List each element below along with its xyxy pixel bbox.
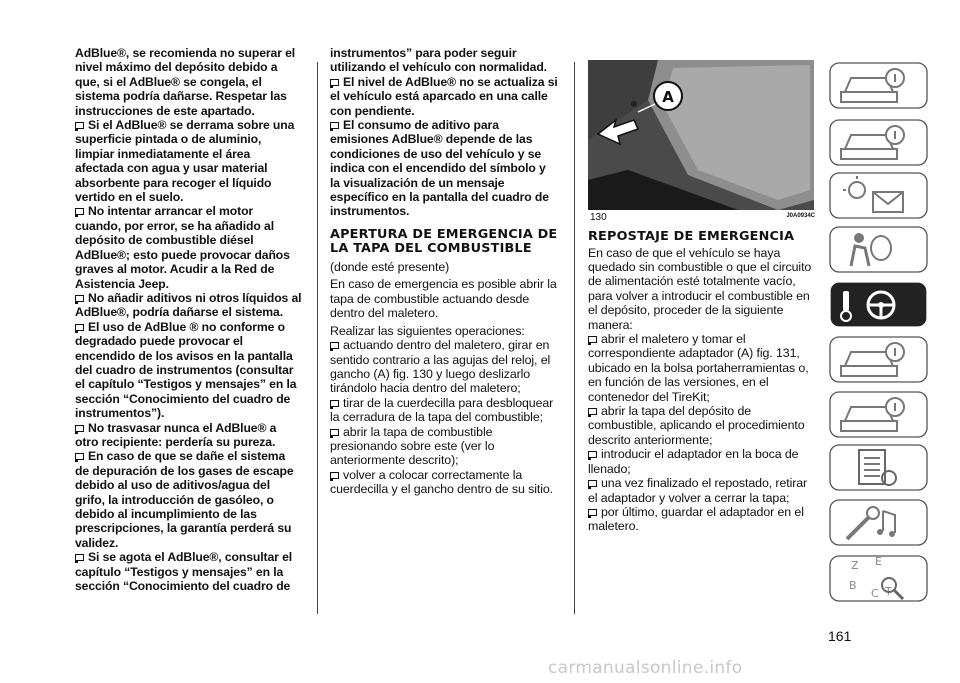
text: En caso de emergencia es posible abrir la tapa de combustible actuando desde dentro del maletero. [330,277,557,321]
bullet-item [330,396,558,425]
bullet-item [588,447,815,476]
watermark: carmanualsonline.info [548,658,743,678]
text: AdBlue®, se recomienda no superar el nivel máximo del depósito debido a que, si el AdBlue® se congela, el sistema podría dañarse. Respetar las instrucciones de este apartado. [75,46,296,118]
bullet-item [75,291,302,320]
bullet-item [330,468,558,497]
text: tirar de la cuerdecilla para desbloquear la cerradura de la tapa del combustible; [330,395,554,425]
text: En caso de que se dañe el sistema de depuración de los gases de escape debido al uso de aditivos/agua del grifo, la introducción de gasóleo, o debido al incumplimiento de las prescripciones, la garantía perderá su validez. [75,449,294,550]
text: Si se agota el AdBlue®, consultar el capítulo “Testigos y mensajes” en la sección “Conocimiento del cuadro de [75,550,293,594]
section-heading-fuel-cap: APERTURA DE EMERGENCIA DE LA TAPA DEL COMBUSTIBLE [330,226,558,257]
text: instrumentos” para poder seguir utilizando el vehículo con normalidad. [330,46,547,75]
text: El consumo de aditivo para emisiones AdBlue® depende de las condiciones de uso del vehículo y se indica con el encendido del símbolo y la visualización de un mensaje específico en la pantalla del cuadro de instrumentos. [330,118,549,219]
paragraph [330,277,558,320]
section-heading-emergency-refuel: REPOSTAJE DE EMERGENCIA [588,229,795,244]
bullet-box-icon [75,554,84,561]
column-divider-2 [574,62,575,614]
bullet-box-icon [588,408,597,415]
column-divider-1 [317,62,318,614]
bullet-item [75,118,302,204]
bullet-box-icon [75,208,84,215]
paragraph [330,260,558,274]
text: abrir la tapa del depósito de combustible, aplicando el procedimiento descrito anteriormente; [588,404,805,447]
index-letter: E [875,555,882,568]
paragraph [588,246,815,332]
bullet-box-icon [75,122,84,129]
text: abrir el maletero y tomar el correspondiente adaptador (A) fig. 131, ubicado en la bolsa portaherramientas o, en función de las versiones, en el contenedor del TireKit; [588,332,809,404]
col3-body [588,246,815,534]
text: (donde esté presente) [330,260,450,275]
text: El nivel de AdBlue® no se actualiza si el vehículo está aparcado en una calle con pendiente. [330,74,558,118]
text: una vez finalizado el repostado, retirar el adaptador y volver a cerrar la tapa; [588,476,808,505]
sidebar-chapter-5[interactable] [829,281,928,328]
bullet-box-icon [75,324,84,331]
bullet-box-icon [588,336,597,343]
bullet-box-icon [330,472,339,479]
bullet-box-icon [75,295,84,302]
index-letter: Z [851,559,859,572]
text: volver a colocar correctamente la cuerdecilla y el gancho dentro de su sitio. [330,467,553,497]
sidebar-chapter-8[interactable] [829,444,928,491]
bullet-box-icon [75,453,84,460]
sidebar-chapter-1[interactable] [829,62,928,109]
paragraph [330,46,558,75]
column-1 [75,46,302,593]
bullet-box-icon [330,400,339,407]
text: En caso de que el vehículo se haya quedado sin combustible o que el circuito de alimentación esté totalmente vacío, para volver a introducir el combustible en el depósito, proceder de la siguiente manera: [588,245,812,332]
bullet-box-icon [330,342,339,349]
col2-notes [330,46,558,219]
bullet-item [330,338,558,396]
bullet-box-icon [330,429,339,436]
bullet-item [330,425,558,468]
bullet-item [75,449,302,550]
text: introducir el adaptador en la boca de llenado; [588,447,799,476]
text: No trasvasar nunca el AdBlue® a otro recipiente: perdería su pureza. [75,420,277,449]
bullet-item [75,421,302,450]
bullet-item [588,332,815,404]
paragraph [330,324,558,338]
bullet-item [75,204,302,290]
index-letter: C [871,587,879,600]
text: por último, guardar el adaptador en el maletero. [588,504,804,534]
paragraph [75,46,302,118]
bullet-item [330,118,558,219]
bullet-item [330,75,558,118]
bullet-box-icon [330,122,339,129]
text: abrir la tapa de combustible presionando sobre este (ver lo anteriormente descrito); [330,424,495,468]
column-2 [330,46,558,497]
bullet-item [588,505,815,534]
bullet-item [75,550,302,593]
sidebar-chapter-2[interactable] [829,119,928,166]
sidebar-chapter-3[interactable] [829,172,928,219]
sidebar-chapter-4[interactable] [829,226,928,273]
bullet-item [588,476,815,505]
sidebar-chapter-9[interactable] [829,499,928,546]
sidebar-chapter-7[interactable] [829,391,928,438]
index-letter: T [885,585,892,598]
page-number: 161 [828,628,852,644]
figure-code: J0A0934C [786,213,815,219]
bullet-box-icon [75,425,84,432]
index-letter: B [849,579,857,592]
bullet-box-icon [588,451,597,458]
column-3 [588,60,815,534]
text: No intentar arrancar el motor cuando, por error, se ha añadido al depósito de combustible diésel AdBlue®; esto puede provocar daños graves al motor. Acudir a la Red de Asistencia Jeep. [75,204,290,291]
text: No añadir aditivos ni otros líquidos al AdBlue®, podría dañarse el sistema. [75,290,302,320]
text: El uso de AdBlue ® no conforme o degradado puede provocar el encendido de los avisos en la pantalla del cuadro de instrumentos (consultar el capítulo “Testigos y mensajes” en la sección “Conocimiento del cuadro de instrumentos”). [75,319,297,421]
sidebar-chapter-6[interactable] [829,336,928,383]
text: Realizar las siguientes operaciones: [330,323,525,338]
text: actuando dentro del maletero, girar en sentido contrario a las agujas del reloj, el gancho (A) fig. 130 y luego deslizarlo tirándolo hacia dentro del maletero; [330,338,551,396]
text: Si el AdBlue® se derrama sobre una superficie pintada o de aluminio, limpiar inmediatamente el área afectada con agua y usar material absorbente para recoger el líquido vertido en el suelo. [75,118,295,205]
bullet-box-icon [330,79,339,86]
bullet-item [75,320,302,421]
bullet-item [588,404,815,447]
figure-number: 130 [590,212,607,223]
col2-body [330,260,558,497]
bullet-box-icon [588,509,597,516]
figure-130 [588,60,814,210]
sidebar-chapter-10[interactable] [829,555,928,602]
trunk-photo [588,60,814,210]
figure-caption [588,212,815,224]
bullet-box-icon [588,480,597,487]
callout-a-label: A [662,88,674,106]
